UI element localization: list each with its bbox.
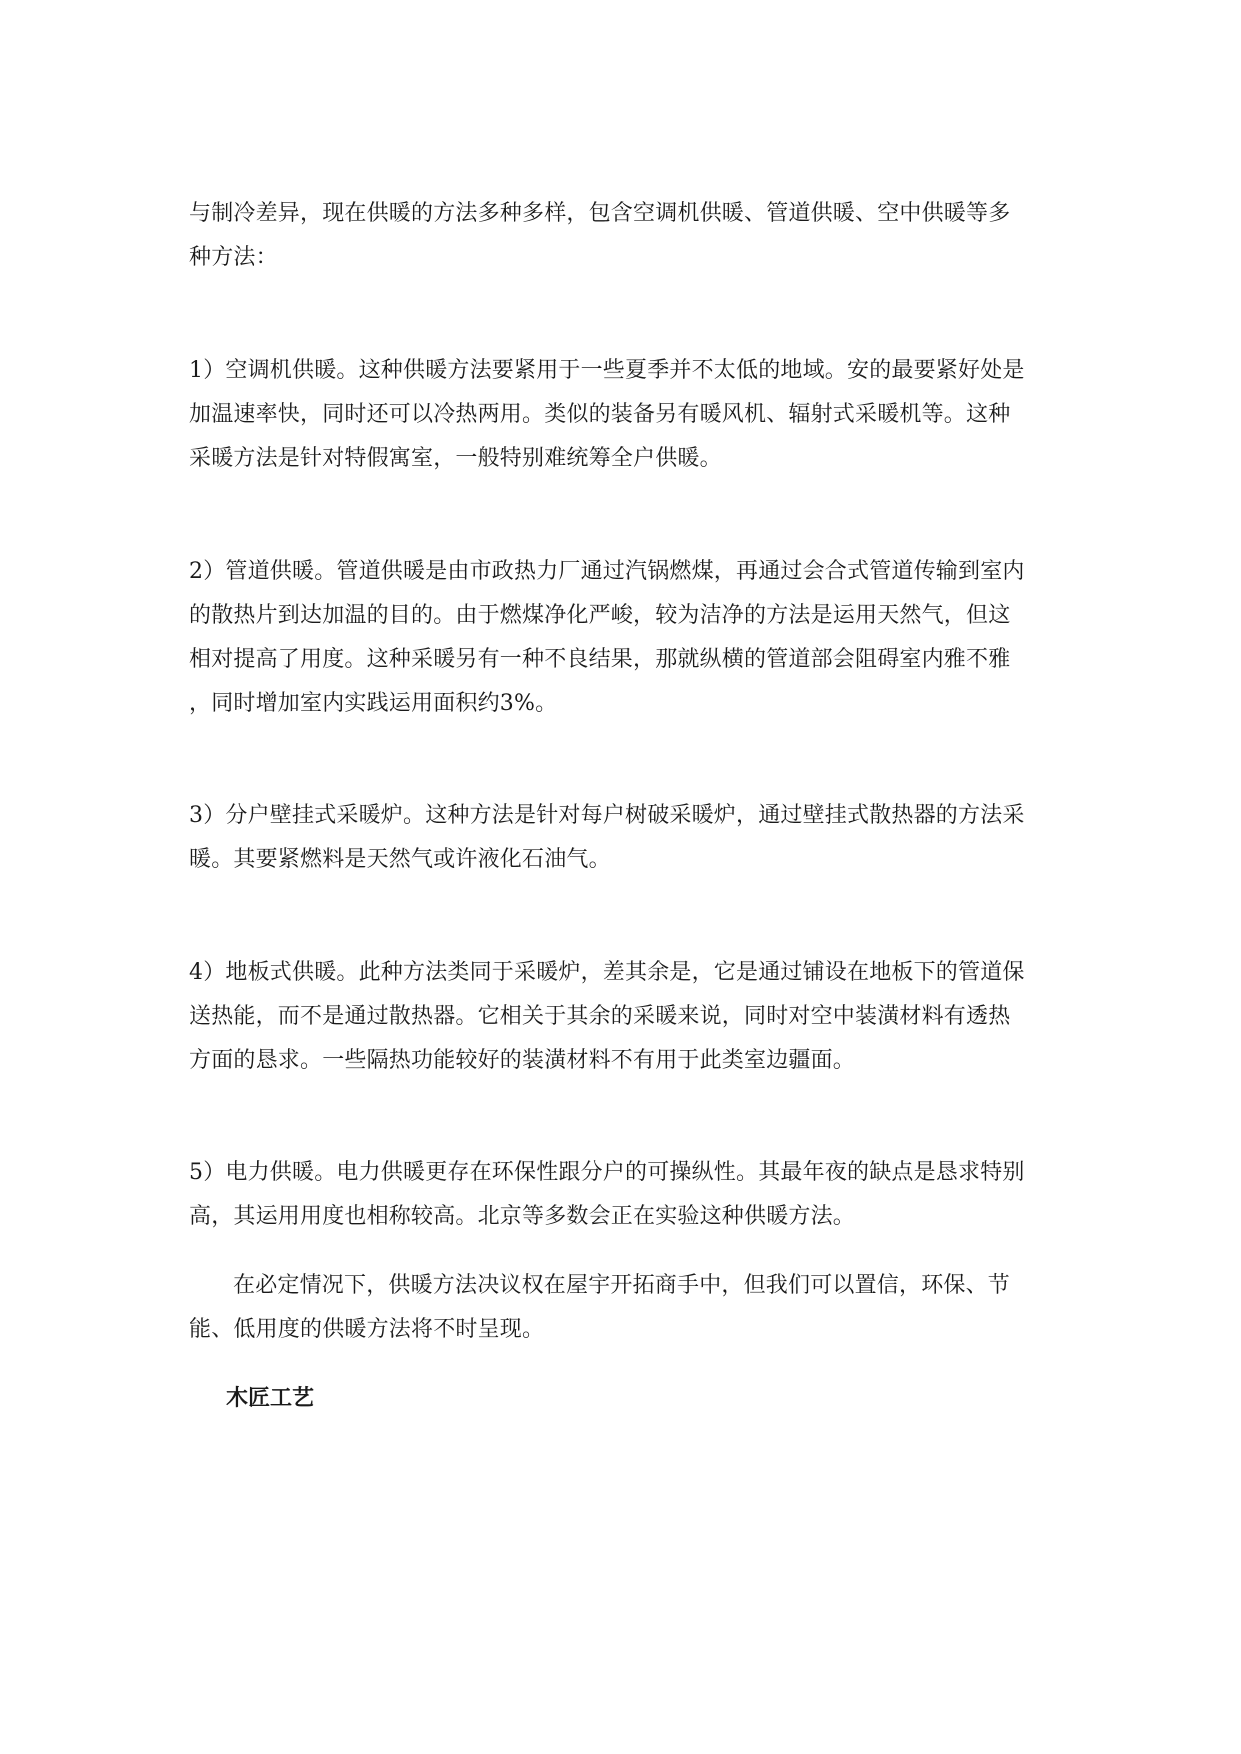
section-1-line-1: 1）空调机供暖。这种供暖方法要紧用于一些夏季并不太低的地域。安的最要紧好处是 [189,358,1025,383]
section-1-line-3: 采暖方法是针对特假寓室，一般特别难统筹全户供暖。 [189,446,722,471]
section-2-line-4: ，同时增加室内实践运用面积约3%。 [189,691,558,716]
section-2-line-2: 的散热片到达加温的目的。由于燃煤净化严峻，较为洁净的方法是运用天然气，但这 [189,603,1011,628]
section-3-line-2: 暖。其要紧燃料是天然气或许液化石油气。 [189,847,611,872]
section-heading: 木匠工艺 [226,1386,315,1411]
section-1-line-2: 加温速率快，同时还可以冷热两用。类似的装备另有暖风机、辐射式采暖机等。这种 [189,402,1011,427]
section-5-line-1: 5）电力供暖。电力供暖更存在环保性跟分户的可操纵性。其最年夜的缺点是恳求特别 [189,1160,1025,1185]
section-3-line-1: 3）分户壁挂式采暖炉。这种方法是针对每户树破采暖炉，通过壁挂式散热器的方法采 [189,803,1025,828]
intro-line-1: 与制冷差异，现在供暖的方法多种多样，包含空调机供暖、管道供暖、空中供暖等多 [189,201,1011,226]
section-2-line-1: 2）管道供暖。管道供暖是由市政热力厂通过汽锅燃煤，再通过会合式管道传输到室内 [189,559,1025,584]
section-4-line-3: 方面的恳求。一些隔热功能较好的装潢材料不有用于此类室边疆面。 [189,1048,856,1073]
conclusion-line-1: 在必定情况下，供暖方法决议权在屋宇开拓商手中，但我们可以置信，环保、节 [233,1273,1011,1298]
conclusion-line-2: 能、低用度的供暖方法将不时呈现。 [189,1317,545,1342]
section-2-line-3: 相对提高了用度。这种采暖另有一种不良结果，那就纵横的管道部会阻碍室内雅不雅 [189,647,1011,672]
intro-line-2: 种方法： [189,245,278,270]
section-5-line-2: 高，其运用用度也相称较高。北京等多数会正在实验这种供暖方法。 [189,1204,856,1229]
section-4-line-1: 4）地板式供暖。此种方法类同于采暖炉，差其余是，它是通过铺设在地板下的管道保 [189,960,1025,985]
section-4-line-2: 送热能，而不是通过散热器。它相关于其余的采暖来说，同时对空中装潢材料有透热 [189,1004,1011,1029]
